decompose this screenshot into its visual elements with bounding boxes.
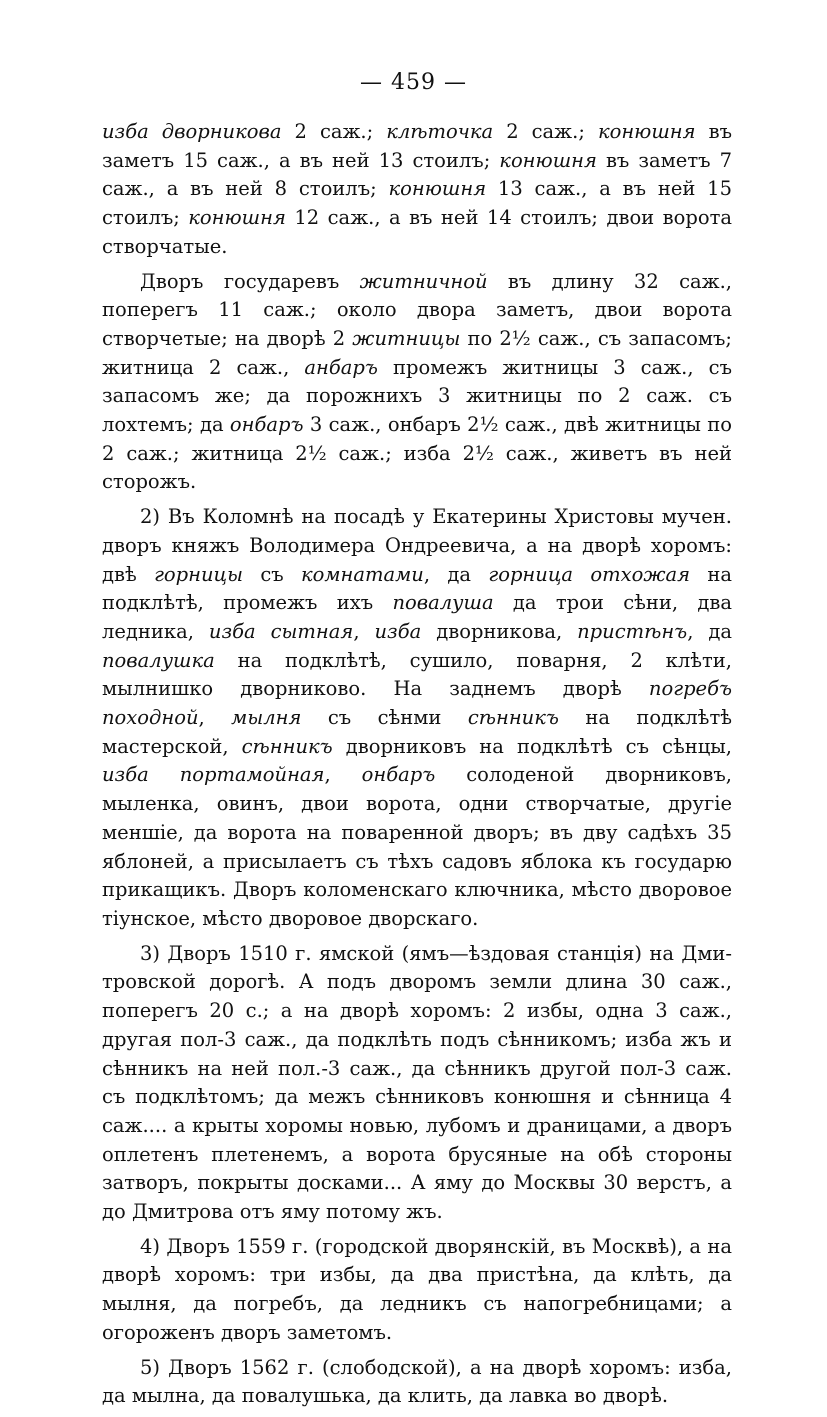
text-run: съ bbox=[243, 562, 301, 586]
text-run: 3) Дворъ 1510 г. ямской (ямъ—ѣздовая станція) на Дмитровской дорогѣ. А подъ дворомъ земли длина 30 саж., поперегъ 20 с.; а на дворѣ хоромъ: 2 избы, одна 3 саж., другая пол-3 саж., да подклѣть подъ сѣнникомъ; изба жъ и сѣнникъ на ней пол.-3 саж., да сѣнникъ другой пол-3 саж. съ подклѣтомъ; да межъ сѣнниковъ конюшня и сѣнница 4 саж.... а крыты хоромы новью, лубомъ и драницами, а дворъ оплетенъ плетенемъ, а ворота брусяные на обѣ стороны затворъ, покрыты досками... А яму до Москвы 30 верстъ, а до Дмитрова отъ яму потому жъ. bbox=[102, 941, 732, 1224]
text-run: , bbox=[324, 763, 362, 787]
italic-term: конюшня bbox=[499, 148, 597, 172]
italic-term: изба bbox=[374, 619, 422, 643]
italic-term: горница отхожая bbox=[488, 562, 691, 586]
text-run: промежъ житницы 3 саж., съ запасомъ же; да порожнихъ 3 житницы по 2 саж. съ лохтемъ; да bbox=[102, 355, 732, 437]
italic-term: горницы bbox=[154, 562, 244, 586]
italic-term: житничной bbox=[359, 269, 488, 293]
italic-term: повалушка bbox=[102, 648, 215, 672]
italic-term: погребъ походной bbox=[102, 677, 732, 730]
paragraph-court-1559 bbox=[102, 1233, 732, 1348]
italic-term: анбаръ bbox=[304, 355, 378, 379]
italic-term: мылня bbox=[231, 706, 302, 730]
text-run: въ заметъ 7 саж., а въ ней 8 стоилъ; bbox=[102, 148, 732, 201]
text-run: 12 саж., а въ ней 14 стоилъ; двои ворота створчатые. bbox=[102, 206, 732, 258]
text-run: 2 саж.; bbox=[493, 120, 598, 143]
text-run: 3 саж., онбаръ 2½ саж., двѣ житницы по 2 саж.; житница 2½ саж.; изба 2½ саж., живетъ въ ней сторожъ. bbox=[102, 413, 732, 494]
text-run: 2) Въ Коломнѣ на посадѣ у Екатерины Христовы мучен. дворъ княжъ Володимера Ондреевича, а на дворѣ хоромъ: двѣ bbox=[102, 505, 732, 586]
text-run: съ сѣнми bbox=[301, 706, 468, 730]
page-body bbox=[102, 118, 732, 1417]
italic-term: житницы bbox=[352, 326, 461, 350]
text-run: 5) Дворъ 1562 г. (слободской), а на дворѣ хоромъ: изба, да мылна, да повалушька, да клить, да лавка во дворѣ. bbox=[102, 1355, 732, 1408]
text-run: , да bbox=[687, 619, 732, 643]
italic-term: конюшня bbox=[388, 177, 487, 201]
paragraph-coaching-court-1510 bbox=[102, 940, 732, 1227]
paragraph-continuation bbox=[102, 118, 732, 262]
italic-term: конюшня bbox=[188, 206, 286, 230]
text-run: на подклѣтѣ мастерской, bbox=[102, 706, 732, 758]
text-run: 2 саж.; bbox=[281, 120, 387, 143]
paragraph-court-1562 bbox=[102, 1354, 732, 1411]
italic-term: клѣточка bbox=[386, 120, 494, 143]
text-run: на подклѣтѣ, промежъ ихъ bbox=[102, 562, 732, 615]
text-run: 4) Дворъ 1559 г. (городской дворянскій, въ Москвѣ), а на дворѣ хоромъ: три избы, да два пристѣна, да клѣть, да мылня, да погребъ, да ледникъ съ напогребницами; а огороженъ дворъ заметомъ. bbox=[102, 1234, 732, 1344]
text-run: , bbox=[353, 619, 375, 643]
italic-term: комнатами bbox=[301, 562, 424, 586]
text-run: на подклѣтѣ, сушило, поварня, 2 клѣти, мылнишко дворниково. На заднемъ дворѣ bbox=[102, 648, 732, 701]
text-run: солоденой дворниковъ, мыленка, овинъ, двои ворота, одни створчатые, другіе меншіе, да ворота на поваренной дворъ; въ дву садѣхъ 35 яблоней, а присылаетъ съ тѣхъ садовъ яблока къ государю прикащикъ. Дворъ коломенскаго ключника, мѣсто дворовое тіунское, мѣсто дворовое дворскаго. bbox=[102, 763, 732, 930]
italic-term: сѣнникъ bbox=[241, 734, 333, 758]
text-run: по 2½ саж., съ запасомъ; житница 2 саж., bbox=[102, 326, 732, 379]
page-number: — 459 — bbox=[360, 70, 467, 95]
paragraph-kolomna-court bbox=[102, 503, 732, 934]
italic-term: изба дворникова bbox=[102, 120, 282, 143]
paragraph-granary-court bbox=[102, 268, 732, 498]
italic-term: конюшня bbox=[597, 120, 696, 143]
text-run: въ заметъ 15 саж., а въ ней 13 стоилъ; bbox=[102, 120, 732, 172]
italic-term: сѣнникъ bbox=[467, 706, 559, 730]
italic-term: онбаръ bbox=[229, 413, 304, 437]
italic-term: повалуша bbox=[392, 591, 494, 615]
text-run: въ длину 32 саж., поперегъ 11 саж.; около двора заметъ, двои ворота створчетые; на дворѣ 2 bbox=[102, 269, 732, 350]
italic-term: изба портамойная bbox=[102, 763, 325, 787]
text-run: дворникова, bbox=[421, 619, 578, 643]
text-run: Дворъ государевъ bbox=[140, 269, 360, 293]
text-run: да трои сѣни, два ледника, bbox=[102, 591, 732, 643]
italic-term: пристѣнъ bbox=[577, 619, 688, 643]
text-run: , да bbox=[423, 562, 489, 586]
italic-term: онбаръ bbox=[361, 763, 436, 787]
text-run: , bbox=[198, 706, 232, 730]
text-run: дворниковъ на подклѣтѣ съ сѣнцы, bbox=[332, 734, 732, 758]
text-run: 13 саж., а въ ней 15 стоилъ; bbox=[102, 177, 732, 230]
italic-term: изба сытная bbox=[208, 619, 354, 643]
